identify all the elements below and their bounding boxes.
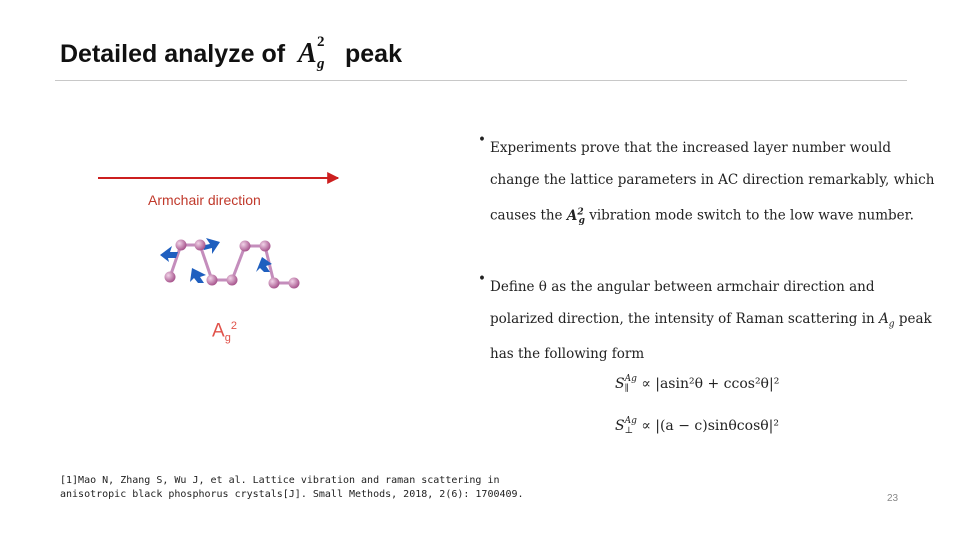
title-symbol: A 2 g [298, 34, 325, 72]
formula-parallel: S Ag ∥ ∝ |asin²θ + ccos²θ|² [615, 374, 780, 394]
title-suffix: peak [344, 40, 402, 68]
reference-citation: [1]Mao N, Zhang S, Wu J, et al. Lattice vibration and raman scattering in anisotropic black phosphorus crystals[J]. Small Methods, 2018, 2(6): 1700409. [60, 475, 524, 500]
bullet-list [478, 132, 933, 367]
formula-perpendicular: S Ag ⊥ ∝ |(a − c)sinθcosθ|² [615, 416, 780, 436]
phosphorus-atoms [165, 240, 300, 289]
bullet-theta-definition: • Define θ as the angular between armchair direction and polarized direction, the intensity of Raman scattering in $A_g$ peak has the following form [478, 271, 933, 367]
bullet-layer-number: • Experiments prove that the increased layer number would change the lattice parameters in AC direction remarkably, which causes the $A^2_g$ vibration mode switch to the low wave number. [478, 132, 933, 237]
title-prefix: Detailed analyze of [60, 40, 286, 68]
page-number: 23 [887, 493, 899, 504]
mode-label: $A_g^2$ [212, 320, 237, 345]
armchair-direction-label: Armchair direction [148, 192, 261, 208]
